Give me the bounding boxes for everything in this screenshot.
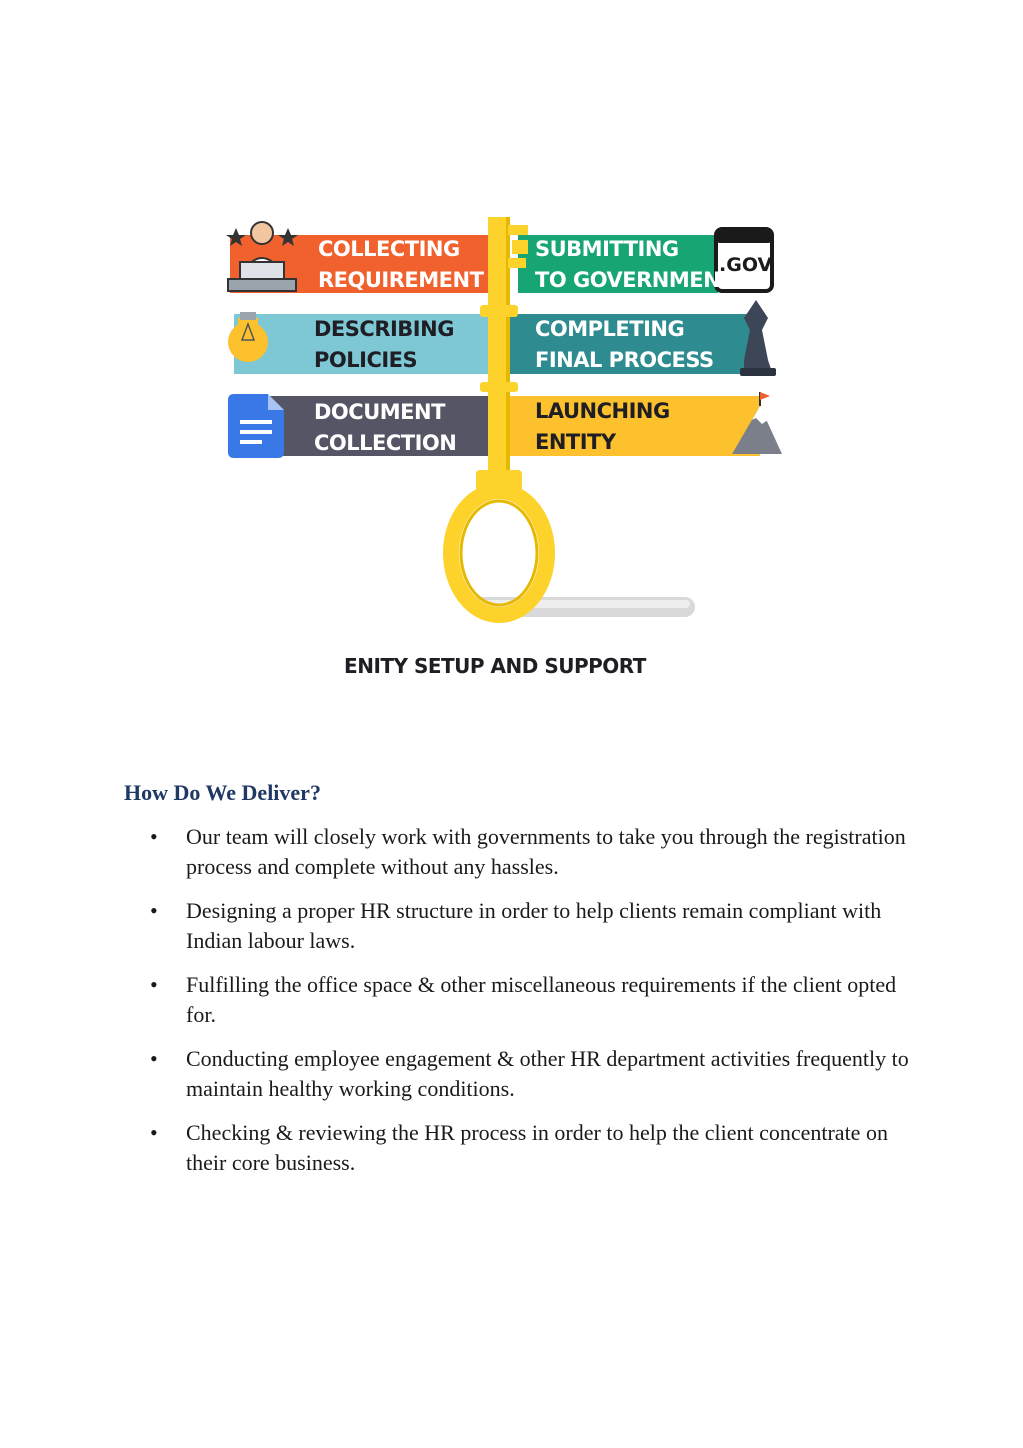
bullet-icon: • bbox=[150, 898, 158, 923]
list-item-text: Conducting employee engagement & other HR department activities frequently to maintain healthy working conditions. bbox=[186, 1046, 909, 1101]
bullet-icon: • bbox=[150, 824, 158, 849]
infographic-graphic bbox=[0, 0, 1023, 700]
section-title: How Do We Deliver? bbox=[124, 780, 321, 805]
step-label-completing-final-process: COMPLETING FINAL PROCESS bbox=[535, 317, 714, 372]
document-icon bbox=[228, 394, 284, 458]
infographic-caption: ENITY SETUP AND SUPPORT bbox=[344, 654, 646, 678]
list-item bbox=[120, 896, 920, 956]
list-item-text: Our team will closely work with governments to take you through the registration process and complete without any hassles. bbox=[186, 824, 906, 879]
list-item bbox=[120, 1044, 920, 1104]
list-item-text: Fulfilling the office space & other miscellaneous requirements if the client opted for. bbox=[186, 972, 897, 1027]
step-label-document-collection: DOCUMENT COLLECTION bbox=[314, 400, 457, 455]
step-label-launching-entity: LAUNCHING ENTITY bbox=[535, 399, 670, 454]
deliver-list bbox=[120, 822, 920, 1192]
list-item bbox=[120, 970, 920, 1030]
bullet-icon: • bbox=[150, 1120, 158, 1145]
bullet-icon: • bbox=[150, 1046, 158, 1071]
gov-badge-label: .GOV bbox=[719, 254, 773, 276]
list-item-text: Designing a proper HR structure in order to help clients remain compliant with Indian labour laws. bbox=[186, 898, 882, 953]
list-item-text: Checking & reviewing the HR process in order to help the client concentrate on their core business. bbox=[186, 1120, 888, 1175]
entity-setup-infographic bbox=[0, 0, 1023, 700]
list-item bbox=[120, 822, 920, 882]
list-item bbox=[120, 1118, 920, 1178]
bullet-icon: • bbox=[150, 972, 158, 997]
step-label-describing-policies: DESCRIBING POLICIES bbox=[314, 317, 454, 372]
step-label-collecting-requirement: COLLECTING REQUIREMENT bbox=[318, 237, 484, 292]
step-label-submitting-to-government: SUBMITTING TO GOVERNMENT bbox=[535, 237, 734, 292]
